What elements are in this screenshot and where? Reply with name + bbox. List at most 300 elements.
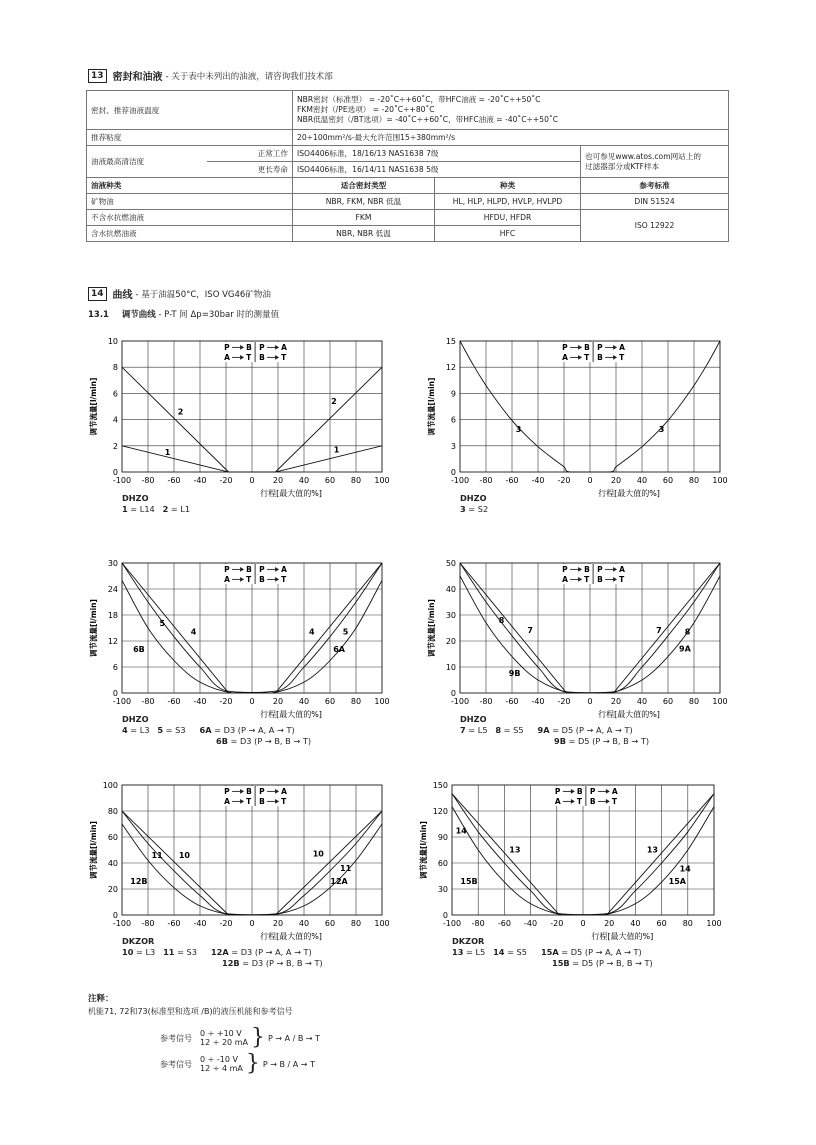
y-tick-label: 50 bbox=[445, 559, 456, 568]
y-tick-label: 10 bbox=[107, 337, 118, 346]
x-tick-label: -20 bbox=[219, 476, 233, 485]
y-tick-label: 60 bbox=[437, 859, 448, 868]
viscosity-value: 20÷100mm²/s-最大允许范围15÷380mm²/s bbox=[293, 130, 729, 146]
flow-port-label: B bbox=[246, 343, 252, 352]
x-tick-label: 100 bbox=[374, 476, 390, 485]
flow-chart-5 bbox=[82, 777, 388, 955]
flow-port-label: T bbox=[281, 353, 287, 362]
flow-port-label: T bbox=[619, 575, 625, 584]
section-title: 密封和油液 bbox=[112, 72, 163, 83]
col-seal: 适合密封类型 bbox=[293, 178, 435, 194]
curve-label: 10 bbox=[312, 849, 324, 859]
table-header-row bbox=[87, 178, 729, 194]
curve-extra: 15A = D5 (P → A, A → T) bbox=[540, 947, 642, 957]
flow-port-label: A bbox=[281, 787, 287, 796]
flow-port-label: T bbox=[246, 353, 252, 362]
x-tick-label: -20 bbox=[557, 697, 571, 706]
reference-signal-2 bbox=[160, 1051, 315, 1076]
x-tick-label: 0 bbox=[249, 919, 255, 928]
x-tick-label: 0 bbox=[249, 697, 255, 706]
curve-label: 14 bbox=[455, 826, 467, 836]
y-tick-label: 0 bbox=[112, 911, 118, 920]
x-tick-label: -20 bbox=[219, 697, 233, 706]
curve-number: 8 bbox=[495, 725, 502, 735]
valve-model: DKZOR bbox=[122, 936, 155, 946]
caption-line: 15B = D5 (P → B, B → T) bbox=[552, 958, 653, 968]
y-tick-label: 2 bbox=[112, 441, 118, 451]
curve-code: = L1 bbox=[168, 504, 191, 514]
chart-caption bbox=[122, 936, 323, 969]
caption-line bbox=[452, 947, 653, 958]
flow-direction-box bbox=[560, 342, 626, 362]
curve-label: 12A bbox=[330, 876, 348, 886]
contamination-note: 也可参见www.atos.com网站上的 过滤器部分或KTF样本 bbox=[581, 146, 729, 178]
curve-number: 13 bbox=[452, 947, 464, 957]
flow-port-label: T bbox=[619, 353, 625, 362]
y-tick-label: 18 bbox=[107, 611, 118, 620]
flow-direction-box bbox=[560, 564, 626, 584]
x-tick-label: -80 bbox=[471, 919, 485, 928]
y-tick-label: 6 bbox=[112, 389, 118, 399]
y-axis-label: 调节流量[l/min] bbox=[427, 599, 436, 657]
curve-label: 8 bbox=[498, 615, 505, 625]
flow-port-label: T bbox=[576, 797, 582, 806]
x-tick-label: 20 bbox=[610, 476, 622, 485]
flow-port-label: B bbox=[259, 797, 265, 806]
valve-model: DHZO bbox=[460, 493, 487, 503]
flow-port-label: P bbox=[259, 343, 265, 352]
y-tick-label: 30 bbox=[445, 611, 456, 620]
curve-code: = L5 bbox=[465, 725, 496, 735]
subsection-number: 13.1 bbox=[88, 310, 109, 320]
x-tick-label: 60 bbox=[662, 697, 674, 706]
curve-number: 1 bbox=[122, 504, 128, 514]
table-row: 矿物油 NBR, FKM, NBR 低温 HL, HLP, HLPD, HVLP, HVLPD DIN 51524 bbox=[87, 194, 729, 210]
x-tick-label: 100 bbox=[712, 476, 728, 485]
y-tick-label: 12 bbox=[107, 637, 118, 646]
curve-label: 4 bbox=[190, 627, 197, 637]
x-tick-label: 100 bbox=[712, 697, 728, 706]
flow-chart-3 bbox=[82, 555, 388, 733]
curve-code: = S3 bbox=[163, 725, 186, 735]
curve-label: 14 bbox=[679, 864, 691, 874]
y-tick-label: 4 bbox=[112, 415, 118, 425]
caption-line bbox=[122, 725, 311, 736]
x-tick-label: -80 bbox=[479, 476, 493, 485]
y-tick-label: 24 bbox=[107, 585, 118, 594]
x-tick-label: -100 bbox=[450, 476, 470, 485]
x-tick-label: 60 bbox=[324, 476, 336, 485]
x-tick-label: -100 bbox=[112, 919, 132, 928]
y-axis-label: 调节流量[l/min] bbox=[89, 599, 98, 657]
y-tick-label: 120 bbox=[432, 807, 448, 816]
flow-port-label: B bbox=[597, 353, 603, 362]
flow-port-label: A bbox=[554, 797, 561, 806]
x-tick-label: -40 bbox=[531, 697, 545, 706]
curve-extra: 12A = D3 (P → A, A → T) bbox=[210, 947, 312, 957]
x-tick-label: 80 bbox=[350, 919, 362, 928]
x-tick-label: -80 bbox=[479, 697, 493, 706]
seals-line: NBR低温密封（/BT选项）= -40˚C÷+60˚C，带HFC油液 = -40˚C÷+50˚C bbox=[297, 115, 559, 124]
section-subtitle: - 基于油温50°C，ISO VG46矿物油 bbox=[135, 289, 271, 300]
curve-number: 5 bbox=[157, 725, 164, 735]
flow-port-label: A bbox=[281, 565, 287, 574]
flow-port-label: P bbox=[224, 343, 230, 352]
notes-title: 注释： bbox=[88, 994, 114, 1004]
brace-icon: } bbox=[250, 1025, 265, 1050]
curve-label: 6B bbox=[133, 644, 145, 654]
x-tick-label: 80 bbox=[350, 697, 362, 706]
y-tick-label: 6 bbox=[112, 663, 118, 672]
x-axis-label: 行程[最大值的%] bbox=[598, 489, 660, 498]
flow-direction-box bbox=[222, 342, 288, 362]
x-tick-label: 60 bbox=[662, 476, 674, 485]
y-tick-label: 0 bbox=[450, 468, 456, 477]
curve-extra: 9A = D5 (P → A, A → T) bbox=[537, 725, 633, 735]
flow-chart-1 bbox=[82, 333, 388, 512]
signal-result: P → B / A → T bbox=[262, 1059, 315, 1069]
curve-number: 10 bbox=[122, 947, 134, 957]
flow-chart-2 bbox=[420, 333, 726, 512]
curve-code: = L3 bbox=[133, 947, 164, 957]
y-tick-label: 40 bbox=[107, 859, 118, 868]
flow-port-label: A bbox=[611, 787, 618, 796]
curve-code: = S5 bbox=[504, 947, 527, 957]
x-tick-label: -40 bbox=[193, 476, 207, 485]
flow-chart-4 bbox=[420, 555, 726, 733]
chart-caption bbox=[452, 936, 653, 969]
x-tick-label: -60 bbox=[167, 697, 181, 706]
section-number: 14 bbox=[88, 287, 107, 301]
signal-label: 参考信号 bbox=[160, 1059, 192, 1069]
table-row bbox=[87, 130, 729, 146]
caption-line: 6B = D3 (P → B, B → T) bbox=[216, 736, 312, 746]
curve-number: 14 bbox=[493, 947, 505, 957]
curve-label: 7 bbox=[527, 626, 533, 636]
x-tick-label: -20 bbox=[550, 919, 564, 928]
curve-label: 5 bbox=[159, 618, 166, 628]
signal-values: 0 ÷ +10 V 12 ÷ 20 mA bbox=[200, 1028, 248, 1047]
x-tick-label: -80 bbox=[141, 919, 155, 928]
x-tick-label: -40 bbox=[193, 919, 207, 928]
subsection-title: 调节曲线 bbox=[121, 310, 156, 320]
y-axis-label: 调节流量[l/min] bbox=[89, 821, 98, 879]
section-subtitle: - 关于表中未列出的油液，请咨询我们技术部 bbox=[165, 71, 333, 82]
curve-number: 3 bbox=[460, 504, 466, 514]
x-tick-label: 100 bbox=[706, 919, 722, 928]
curve-label: 6A bbox=[333, 644, 345, 654]
flow-direction-box bbox=[553, 786, 619, 806]
curve-number: 4 bbox=[122, 725, 128, 735]
y-tick-label: 3 bbox=[450, 441, 456, 451]
curve-label: 5 bbox=[342, 627, 349, 637]
col-std: 参考标准 bbox=[581, 178, 729, 194]
flow-port-label: P bbox=[259, 787, 265, 796]
table-row bbox=[87, 146, 729, 162]
x-tick-label: -100 bbox=[112, 476, 132, 485]
x-tick-label: 80 bbox=[350, 476, 362, 485]
x-axis-label: 行程[最大值的%] bbox=[260, 932, 322, 941]
curve-code: = S3 bbox=[174, 947, 197, 957]
flow-port-label: P bbox=[589, 787, 596, 796]
x-tick-label: 80 bbox=[688, 697, 700, 706]
reference-signal-1 bbox=[160, 1025, 320, 1050]
x-tick-label: 60 bbox=[324, 697, 336, 706]
curve-label: 15A bbox=[668, 876, 686, 886]
curve-label: 1 bbox=[164, 447, 171, 457]
curve-label: 4 bbox=[309, 627, 315, 637]
flow-port-label: A bbox=[281, 343, 287, 352]
col-class: 种类 bbox=[435, 178, 581, 194]
caption-line bbox=[460, 504, 488, 515]
y-tick-label: 0 bbox=[442, 911, 448, 920]
flow-port-label: B bbox=[584, 343, 590, 352]
x-tick-label: -20 bbox=[557, 476, 571, 485]
caption-line: 9B = D5 (P → B, B → T) bbox=[554, 736, 650, 746]
x-tick-label: -40 bbox=[524, 919, 538, 928]
curve-label: 2 bbox=[331, 396, 337, 406]
flow-port-label: A bbox=[224, 575, 230, 584]
flow-port-label: A bbox=[562, 353, 568, 362]
subsection-header bbox=[88, 308, 279, 320]
flow-port-label: P bbox=[554, 787, 561, 796]
chart-caption bbox=[122, 493, 190, 515]
y-tick-label: 20 bbox=[107, 885, 118, 894]
seals-line: NBR密封（标准型） = -20˚C÷+60˚C，带HFC油液 = -20˚C÷+50˚C bbox=[297, 95, 541, 104]
seals-line: FKM密封（/PE选项） = -20˚C÷+80˚C bbox=[297, 105, 435, 114]
x-tick-label: -40 bbox=[531, 476, 545, 485]
y-tick-label: 100 bbox=[102, 781, 118, 790]
flow-port-label: B bbox=[246, 565, 252, 574]
normal-value: ISO4406标准，18/16/13 NAS1638 7级 bbox=[293, 146, 581, 162]
curve-label: 8 bbox=[684, 627, 691, 637]
x-axis-label: 行程[最大值的%] bbox=[260, 710, 322, 719]
y-tick-label: 30 bbox=[437, 885, 448, 894]
signal-values: 0 ÷ -10 V 12 ÷ 4 mA bbox=[200, 1054, 243, 1073]
x-tick-label: 20 bbox=[272, 697, 284, 706]
x-tick-label: 60 bbox=[324, 919, 336, 928]
curve-extra: 6A = D3 (P → A, A → T) bbox=[199, 725, 295, 735]
y-tick-label: 60 bbox=[107, 833, 118, 842]
curve-number: 7 bbox=[460, 725, 466, 735]
curve-code: = S2 bbox=[465, 504, 489, 514]
chart-caption bbox=[122, 714, 311, 747]
flow-port-label: T bbox=[281, 797, 287, 806]
signal-result: P → A / B → T bbox=[267, 1033, 320, 1043]
table-row: 含水抗燃油液 NBR, NBR 低温 HFC bbox=[87, 226, 729, 242]
flow-port-label: P bbox=[224, 565, 230, 574]
x-tick-label: -60 bbox=[505, 476, 519, 485]
curve-number: 11 bbox=[163, 947, 175, 957]
curve-label: 9A bbox=[679, 644, 691, 654]
caption-line bbox=[122, 504, 190, 515]
section-title: 曲线 bbox=[112, 290, 133, 301]
flow-port-label: B bbox=[584, 565, 590, 574]
x-tick-label: 40 bbox=[298, 476, 310, 485]
seals-value bbox=[293, 91, 729, 130]
flow-port-label: A bbox=[619, 343, 625, 352]
curve-label: 3 bbox=[658, 424, 665, 434]
x-axis-label: 行程[最大值的%] bbox=[260, 489, 322, 498]
flow-port-label: P bbox=[224, 787, 230, 796]
y-tick-label: 0 bbox=[450, 689, 456, 698]
flow-port-label: T bbox=[584, 353, 590, 362]
x-tick-label: 100 bbox=[374, 919, 390, 928]
col-fluid: 油液种类 bbox=[87, 178, 293, 194]
x-tick-label: -60 bbox=[167, 476, 181, 485]
x-tick-label: 100 bbox=[374, 697, 390, 706]
y-tick-label: 8 bbox=[112, 363, 118, 373]
curve-label: 15B bbox=[460, 876, 478, 886]
x-tick-label: -60 bbox=[505, 697, 519, 706]
curve-code: = L14 bbox=[127, 504, 163, 514]
y-tick-label: 20 bbox=[445, 637, 456, 646]
y-tick-label: 10 bbox=[445, 663, 456, 672]
brace-icon: } bbox=[245, 1051, 260, 1076]
flow-port-label: A bbox=[562, 575, 568, 584]
x-tick-label: -20 bbox=[219, 919, 233, 928]
x-tick-label: 80 bbox=[688, 476, 700, 485]
signal-label: 参考信号 bbox=[160, 1033, 192, 1043]
chart-caption bbox=[460, 493, 488, 515]
notes-text: 机能71, 72和73(标准型和选项 /B)的液压机能和参考信号 bbox=[88, 1007, 293, 1016]
curve-label: 1 bbox=[333, 445, 340, 455]
flow-port-label: P bbox=[562, 565, 568, 574]
valve-model: DKZOR bbox=[452, 936, 485, 946]
y-tick-label: 150 bbox=[432, 781, 448, 790]
section-number: 13 bbox=[88, 69, 107, 83]
x-tick-label: 40 bbox=[298, 919, 310, 928]
subsection-text: - P-T 间 Δp=30bar 时的测量值 bbox=[158, 310, 279, 320]
flow-port-label: B bbox=[589, 797, 596, 806]
flow-port-label: B bbox=[259, 575, 265, 584]
x-tick-label: 80 bbox=[682, 919, 693, 928]
x-axis-label: 行程[最大值的%] bbox=[598, 710, 660, 719]
y-tick-label: 30 bbox=[107, 559, 118, 568]
x-tick-label: 20 bbox=[604, 919, 615, 928]
flow-port-label: P bbox=[597, 343, 603, 352]
flow-port-label: P bbox=[259, 565, 265, 574]
x-tick-label: 20 bbox=[272, 919, 284, 928]
y-tick-label: 0 bbox=[112, 468, 118, 477]
seals-label: 密封、推荐油液温度 bbox=[87, 91, 293, 130]
x-tick-label: -80 bbox=[141, 476, 155, 485]
flow-port-label: T bbox=[246, 575, 252, 584]
flow-port-label: T bbox=[611, 797, 617, 806]
contamination-label: 油液最高清洁度 bbox=[87, 146, 207, 178]
flow-direction-box bbox=[222, 564, 288, 584]
valve-model: DHZO bbox=[122, 493, 149, 503]
x-tick-label: 0 bbox=[587, 476, 593, 485]
flow-direction-box bbox=[222, 786, 288, 806]
section-14-header bbox=[88, 286, 271, 301]
x-tick-label: 0 bbox=[587, 697, 593, 706]
y-tick-label: 12 bbox=[445, 363, 456, 373]
flow-port-label: P bbox=[562, 343, 568, 352]
x-tick-label: 60 bbox=[656, 919, 667, 928]
caption-line bbox=[460, 725, 649, 736]
flow-port-label: B bbox=[597, 575, 603, 584]
curve-label: 11 bbox=[340, 863, 352, 873]
y-tick-label: 15 bbox=[445, 337, 456, 346]
curve-label: 3 bbox=[515, 424, 522, 434]
section-13-header bbox=[88, 68, 333, 83]
flow-port-label: B bbox=[246, 787, 252, 796]
flow-port-label: B bbox=[576, 787, 583, 796]
normal-label: 正常工作 bbox=[207, 146, 293, 162]
x-tick-label: -100 bbox=[442, 919, 462, 928]
flow-port-label: T bbox=[246, 797, 252, 806]
viscosity-label: 推荐粘度 bbox=[87, 130, 293, 146]
longlife-label: 更长寿命 bbox=[207, 162, 293, 178]
curve-code: = L5 bbox=[463, 947, 494, 957]
x-tick-label: -60 bbox=[497, 919, 511, 928]
x-tick-label: 40 bbox=[298, 697, 310, 706]
flow-port-label: P bbox=[597, 565, 603, 574]
x-tick-label: 0 bbox=[249, 476, 255, 485]
y-tick-label: 0 bbox=[112, 689, 118, 698]
curve-label: 13 bbox=[509, 845, 521, 855]
x-tick-label: 0 bbox=[580, 919, 586, 928]
y-axis-label: 调节流量[l/min] bbox=[419, 821, 428, 879]
curve-label: 12B bbox=[130, 876, 148, 886]
y-axis-label: 调节流量[l/min] bbox=[427, 377, 436, 436]
x-tick-label: -60 bbox=[167, 919, 181, 928]
curve-label: 13 bbox=[646, 845, 659, 855]
curve-label: 9B bbox=[508, 669, 521, 679]
x-tick-label: -40 bbox=[193, 697, 207, 706]
curve-label: 10 bbox=[178, 850, 190, 860]
flow-port-label: A bbox=[224, 797, 230, 806]
x-tick-label: 40 bbox=[630, 919, 641, 928]
flow-port-label: A bbox=[619, 565, 625, 574]
valve-model: DHZO bbox=[460, 714, 487, 724]
y-tick-label: 40 bbox=[445, 585, 456, 594]
x-axis-label: 行程[最大值的%] bbox=[591, 932, 654, 941]
chart-caption bbox=[460, 714, 649, 747]
y-tick-label: 6 bbox=[450, 415, 456, 425]
y-axis-label: 调节流量[l/min] bbox=[89, 377, 98, 436]
y-tick-label: 90 bbox=[437, 833, 448, 842]
curve-code: = L3 bbox=[127, 725, 158, 735]
curve-label: 11 bbox=[151, 850, 163, 860]
flow-port-label: T bbox=[584, 575, 590, 584]
table-row: 不含水抗燃油液 FKM HFDU, HFDR ISO 12922 bbox=[87, 210, 729, 226]
y-tick-label: 80 bbox=[107, 807, 118, 816]
curve-code: = S5 bbox=[501, 725, 524, 735]
longlife-value: ISO4406标准，16/14/11 NAS1638 5级 bbox=[293, 162, 581, 178]
y-tick-label: 9 bbox=[450, 389, 456, 399]
flow-port-label: A bbox=[224, 353, 230, 362]
seals-fluids-table bbox=[86, 90, 729, 242]
caption-line bbox=[122, 947, 323, 958]
x-tick-label: 40 bbox=[636, 697, 648, 706]
x-tick-label: -80 bbox=[141, 697, 155, 706]
x-tick-label: 20 bbox=[610, 697, 622, 706]
curve-label: 7 bbox=[656, 626, 662, 636]
x-tick-label: 40 bbox=[636, 476, 648, 485]
curve-number: 2 bbox=[162, 504, 169, 514]
x-tick-label: -100 bbox=[450, 697, 470, 706]
x-tick-label: 20 bbox=[272, 476, 284, 485]
x-tick-label: -100 bbox=[112, 697, 132, 706]
flow-port-label: B bbox=[259, 353, 265, 362]
valve-model: DHZO bbox=[122, 714, 149, 724]
table-row bbox=[87, 91, 729, 130]
flow-chart-6 bbox=[412, 777, 720, 955]
caption-line: 12B = D3 (P → B, B → T) bbox=[222, 958, 323, 968]
curve-label: 2 bbox=[177, 407, 184, 417]
